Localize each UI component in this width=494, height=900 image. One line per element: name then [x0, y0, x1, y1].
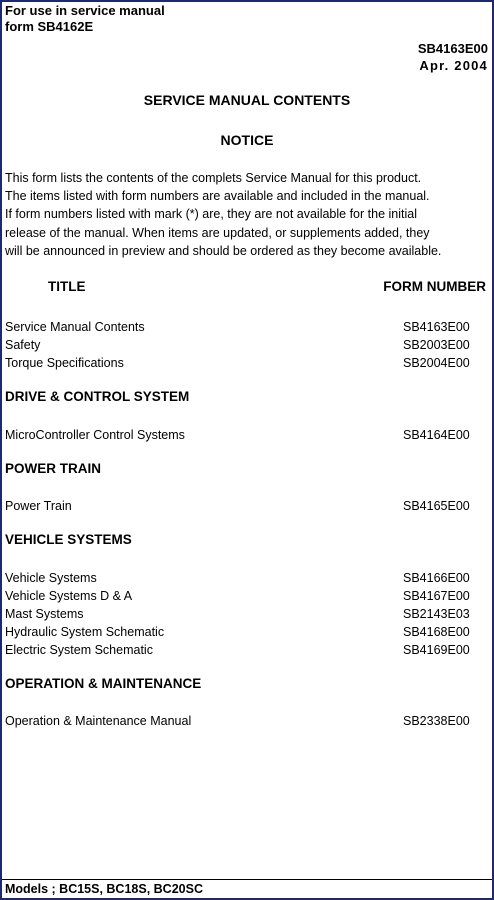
- contents-row: [5, 641, 475, 659]
- item-title: Hydraulic System Schematic: [5, 625, 165, 639]
- contents-row: [5, 354, 475, 372]
- form-number: SB4163E00: [417, 41, 488, 56]
- item-form-number: SB4165E00: [403, 499, 470, 513]
- contents-row: [5, 587, 475, 605]
- notice-line: This form lists the contents of the complets Service Manual for this product.: [5, 171, 422, 185]
- notice-body: [5, 169, 489, 260]
- item-title: Vehicle Systems D & A: [5, 589, 133, 603]
- item-title: Torque Specifications: [5, 356, 124, 370]
- item-title: Power Train: [5, 499, 72, 513]
- item-form-number: SB4169E00: [403, 643, 470, 657]
- item-title: MicroController Control Systems: [5, 428, 185, 442]
- section-heading: DRIVE & CONTROL SYSTEM: [5, 389, 190, 404]
- item-title: Vehicle Systems: [5, 571, 97, 585]
- item-form-number: SB4166E00: [403, 571, 470, 585]
- footer-divider: [2, 879, 492, 880]
- usage-note: [5, 3, 165, 35]
- item-title: Mast Systems: [5, 607, 84, 621]
- item-form-number: SB4163E00: [403, 320, 470, 334]
- form-info: [418, 40, 488, 74]
- notice-line: will be announced in preview and should be ordered as they become available.: [5, 243, 442, 258]
- contents-row: [5, 318, 475, 336]
- models-footer: Models ; BC15S, BC18S, BC20SC: [5, 882, 203, 896]
- item-title: Safety: [5, 338, 41, 352]
- item-title: Service Manual Contents: [5, 320, 145, 334]
- title-column-header: TITLE: [48, 279, 86, 294]
- section-heading: POWER TRAIN: [5, 461, 101, 476]
- item-title: Electric System Schematic: [5, 643, 153, 657]
- contents-row: [5, 569, 475, 587]
- section-heading: OPERATION & MAINTENANCE: [5, 676, 202, 691]
- contents-row: [5, 605, 475, 623]
- contents-row: [5, 712, 475, 730]
- item-form-number: SB4168E00: [403, 625, 470, 639]
- document-title: SERVICE MANUAL CONTENTS: [143, 92, 351, 108]
- contents-row: [5, 623, 475, 641]
- contents-row: [5, 497, 475, 515]
- usage-line: For use in service manual: [5, 3, 165, 18]
- issue-date: Apr. 2004: [419, 58, 488, 73]
- item-form-number: SB4167E00: [403, 589, 470, 603]
- item-form-number: SB2003E00: [403, 338, 470, 352]
- item-form-number: SB4164E00: [403, 428, 470, 442]
- item-form-number: SB2004E00: [403, 356, 470, 370]
- notice-line: The items listed with form numbers are available and included in the manual.: [5, 189, 430, 204]
- notice-line: If form numbers listed with mark (*) are, they are not available for the initial: [5, 207, 417, 222]
- notice-line: release of the manual. When items are updated, or supplements added, they: [5, 225, 430, 240]
- contents-row: [5, 426, 475, 444]
- contents-row: [5, 336, 475, 354]
- notice-title: NOTICE: [220, 132, 274, 148]
- form-number-column-header: FORM NUMBER: [383, 279, 486, 294]
- parent-form: form SB4162E: [5, 19, 94, 34]
- item-form-number: SB2338E00: [403, 714, 470, 728]
- item-title: Operation & Maintenance Manual: [5, 714, 192, 728]
- section-heading: VEHICLE SYSTEMS: [5, 532, 132, 547]
- item-form-number: SB2143E03: [403, 607, 470, 621]
